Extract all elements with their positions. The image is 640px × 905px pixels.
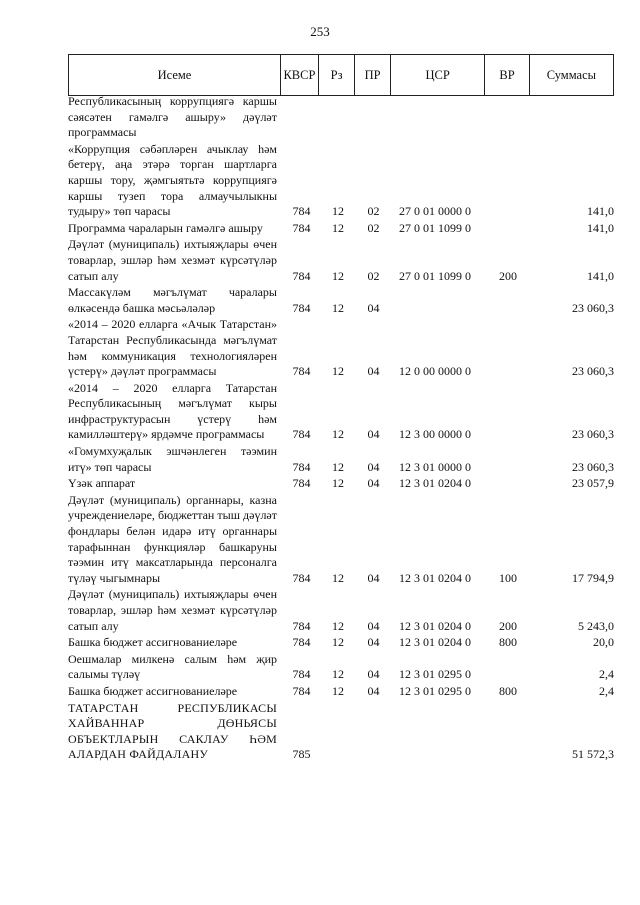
col-header-kvsr: КВСР bbox=[281, 55, 319, 96]
cell-pr: 04 bbox=[367, 667, 380, 682]
table-row bbox=[68, 317, 614, 379]
cell-kvsr: 784 bbox=[292, 364, 311, 379]
cell-rz: 12 bbox=[332, 220, 344, 235]
page-number: 253 bbox=[310, 24, 330, 39]
cell-rz: 12 bbox=[332, 618, 344, 633]
cell-pr: 04 bbox=[367, 364, 380, 379]
cell-kvsr: 784 bbox=[292, 667, 311, 682]
cell-csr: 12 3 00 0000 0 bbox=[399, 427, 471, 442]
cell-pr: 02 bbox=[367, 268, 380, 283]
table-row bbox=[68, 221, 614, 237]
cell-rz: 12 bbox=[332, 570, 344, 585]
cell-vr: 200 bbox=[499, 268, 517, 283]
cell-rz: 12 bbox=[332, 268, 344, 283]
cell-name: Массакүләм мәгълүмат чаралары өлкәсендә башка мәсьәләләр bbox=[68, 285, 277, 315]
cell-csr: 27 0 01 1099 0 bbox=[399, 220, 471, 235]
cell-sum: 2,4 bbox=[599, 667, 614, 682]
cell-rz: 12 bbox=[332, 364, 344, 379]
cell-name: Башка бюджет ассигнованиеләре bbox=[68, 683, 238, 698]
cell-kvsr: 784 bbox=[292, 300, 311, 315]
cell-kvsr: 784 bbox=[292, 204, 311, 219]
cell-name: Программа чараларын гамәлгә ашыру bbox=[68, 220, 263, 235]
cell-name: Үзәк аппарат bbox=[68, 476, 136, 491]
cell-rz: 12 bbox=[332, 300, 344, 315]
cell-rz: 12 bbox=[332, 204, 344, 219]
cell-csr: 12 3 01 0204 0 bbox=[399, 618, 471, 633]
cell-sum: 5 243,0 bbox=[578, 618, 614, 633]
cell-pr: 04 bbox=[367, 570, 380, 585]
cell-kvsr: 784 bbox=[292, 268, 311, 283]
cell-sum: 23 060,3 bbox=[572, 300, 614, 315]
cell-sum: 20,0 bbox=[593, 635, 614, 650]
cell-vr: 100 bbox=[499, 570, 517, 585]
cell-pr: 02 bbox=[367, 204, 380, 219]
cell-pr: 04 bbox=[367, 635, 380, 650]
cell-sum: 23 060,3 bbox=[572, 364, 614, 379]
cell-name: Башка бюджет ассигнованиеләре bbox=[68, 635, 238, 650]
cell-sum: 23 057,9 bbox=[572, 476, 614, 491]
cell-vr: 800 bbox=[499, 683, 517, 698]
cell-kvsr: 784 bbox=[292, 570, 311, 585]
cell-sum: 51 572,3 bbox=[572, 747, 614, 762]
cell-csr: 12 3 01 0295 0 bbox=[399, 683, 471, 698]
cell-pr: 04 bbox=[367, 427, 380, 442]
cell-kvsr: 784 bbox=[292, 220, 311, 235]
cell-rz: 12 bbox=[332, 635, 344, 650]
cell-name: Дәүләт (муниципаль) органнары, казна учреждениеләре, бюджеттан тыш дәүләт фондлары белән идарә итү органнары тарафыннан функцияләр башкаруны тәэмин итү максатларында персоналга түләү чыгымнары bbox=[68, 492, 277, 585]
cell-name: «Гомумхуҗалык эшчәнлеген тәэмин итү» төп чарасы bbox=[68, 444, 277, 474]
cell-csr: 12 3 01 0204 0 bbox=[399, 476, 471, 491]
cell-name: Оешмалар милкенә салым һәм җир салымы түләү bbox=[68, 651, 277, 682]
cell-kvsr: 784 bbox=[292, 427, 311, 442]
cell-sum: 23 060,3 bbox=[572, 459, 614, 474]
cell-kvsr: 784 bbox=[292, 459, 311, 474]
col-header-pr: ПР bbox=[355, 55, 391, 96]
cell-kvsr: 784 bbox=[292, 683, 311, 698]
cell-name: Дәүләт (муниципаль) ихтыяҗлары өчен товарлар, эшләр һәм хезмәт күрсәтүләр сатып алу bbox=[68, 587, 277, 633]
cell-csr: 12 3 01 0000 0 bbox=[399, 459, 471, 474]
cell-sum: 17 794,9 bbox=[572, 570, 614, 585]
cell-csr: 12 3 01 0204 0 bbox=[399, 635, 471, 650]
col-header-vr: ВР bbox=[485, 55, 529, 96]
col-header-name: Исеме bbox=[69, 55, 281, 96]
cell-pr: 04 bbox=[367, 476, 380, 491]
table-row bbox=[68, 587, 614, 634]
table-body bbox=[68, 94, 614, 764]
table-row bbox=[68, 652, 614, 683]
col-header-sum: Суммасы bbox=[529, 55, 613, 96]
cell-rz: 12 bbox=[332, 683, 344, 698]
col-header-rz: Рз bbox=[318, 55, 354, 96]
table-row bbox=[68, 476, 614, 492]
cell-kvsr: 784 bbox=[292, 635, 311, 650]
cell-kvsr: 784 bbox=[292, 618, 311, 633]
cell-vr: 800 bbox=[499, 635, 517, 650]
cell-name: Дәүләт (муниципаль) ихтыяҗлары өчен товарлар, эшләр һәм хезмәт күрсәтүләр сатып алу bbox=[68, 237, 277, 283]
cell-sum: 141,0 bbox=[587, 268, 614, 283]
cell-rz: 12 bbox=[332, 459, 344, 474]
cell-sum: 141,0 bbox=[587, 204, 614, 219]
table-row bbox=[68, 701, 614, 763]
cell-name: «Коррупция сәбәпләрен ачыклау һәм бетерү, аңа этәрә торган шартларга каршы тору, җәмгыятьтә коррупциягә каршы тузеп тора алмаучылыкны тудыру» төп чарасы bbox=[68, 141, 277, 219]
cell-rz: 12 bbox=[332, 667, 344, 682]
cell-pr: 04 bbox=[367, 618, 380, 633]
cell-csr: 12 3 01 0204 0 bbox=[399, 570, 471, 585]
col-header-csr: ЦСР bbox=[390, 55, 484, 96]
table-row bbox=[68, 94, 614, 141]
table-row bbox=[68, 493, 614, 587]
table-row bbox=[68, 684, 614, 700]
cell-pr: 02 bbox=[367, 220, 380, 235]
cell-name: Республикасының коррупциягә каршы сәясәтен гамәлгә ашыру» дәүләт программасы bbox=[68, 94, 277, 140]
cell-csr: 27 0 01 0000 0 bbox=[399, 204, 471, 219]
cell-name: «2014 – 2020 елларга Татарстан Республикасының мәгълүмат кыры инфраструктурасын үстерү һәм камилләштерү» ярдәмче программасы bbox=[68, 380, 277, 442]
cell-vr: 200 bbox=[499, 618, 517, 633]
cell-name: ТАТАРСТАН РЕСПУБЛИКАСЫ ХАЙВАННАР ДӨНЬЯСЫ ОБЪЕКТЛАРЫН САКЛАУ ҺӘМ АЛАРДАН ФАЙДАЛАНУ bbox=[68, 700, 277, 762]
cell-csr: 12 3 01 0295 0 bbox=[399, 667, 471, 682]
cell-sum: 141,0 bbox=[587, 220, 614, 235]
table-row bbox=[68, 635, 614, 651]
table-row bbox=[68, 381, 614, 443]
cell-sum: 2,4 bbox=[599, 683, 614, 698]
cell-pr: 04 bbox=[367, 459, 380, 474]
cell-rz: 12 bbox=[332, 476, 344, 491]
cell-csr: 12 0 00 0000 0 bbox=[399, 364, 471, 379]
cell-pr: 04 bbox=[367, 300, 380, 315]
cell-csr: 27 0 01 1099 0 bbox=[399, 268, 471, 283]
cell-rz: 12 bbox=[332, 427, 344, 442]
cell-kvsr: 785 bbox=[292, 747, 311, 762]
cell-pr: 04 bbox=[367, 683, 380, 698]
cell-kvsr: 784 bbox=[292, 476, 311, 491]
cell-name: «2014 – 2020 елларга «Ачык Татарстан» Татарстан Республикасында мәгълүмат һәм коммуникация технологияләрен үстерү» дәүләт программасы bbox=[68, 317, 277, 379]
table-row bbox=[68, 237, 614, 284]
table-header bbox=[68, 54, 614, 96]
table-row bbox=[68, 444, 614, 475]
table-row bbox=[68, 285, 614, 316]
table-row bbox=[68, 142, 614, 220]
cell-sum: 23 060,3 bbox=[572, 427, 614, 442]
